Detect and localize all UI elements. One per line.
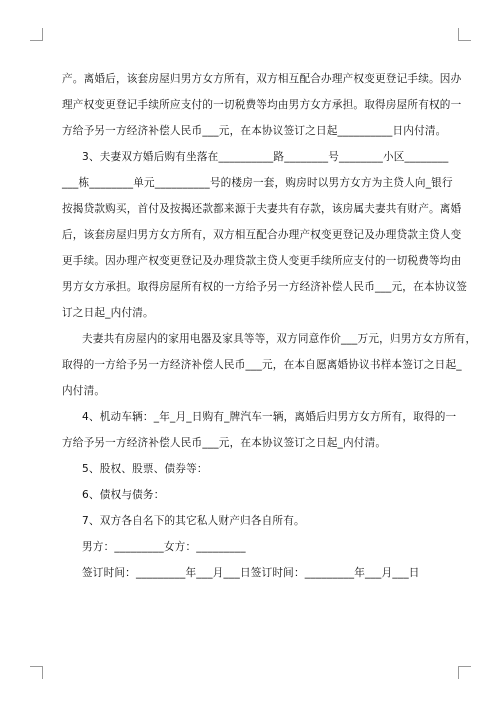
clause-4-line: 4、机动车辆：_年_月_日购有_牌汽车一辆，离婚后归男方女方所有，取得的一	[82, 411, 457, 423]
body-line: 产。离婚后，该套房屋归男方女方所有，双方相互配合办理产权变更登记手续。因办	[62, 73, 462, 85]
body-line: 按揭贷款购买，首付及按揭还款都来源于夫妻共有存款，该房属夫妻共有财产。离婚	[62, 203, 462, 215]
clause-5-line: 5、股权、股票、债券等：	[82, 463, 208, 475]
body-line: 内付清。	[62, 385, 106, 397]
body-line: 订之日起_内付清。	[62, 307, 154, 319]
clause-7-line: 7、双方各自名下的其它私人财产归各自所有。	[82, 515, 305, 527]
document-body	[62, 66, 477, 586]
signature-parties-line: 男方：_________女方：_________	[82, 541, 246, 553]
crop-mark-bottom-left	[30, 666, 43, 679]
body-line: 理产权变更登记手续所应支付的一切税费等均由男方女方承担。取得房屋所有权的一	[62, 99, 462, 111]
furniture-paragraph-line: 夫妻共有房屋内的家用电器及家具等等，双方同意作价___万元，归男方女方所有，	[82, 333, 477, 345]
body-line: ___栋________单元__________号的楼房一套，购房时以男方女方为主贷人向_银行	[62, 177, 453, 189]
crop-mark-bottom-right	[458, 666, 471, 679]
body-line: 更手续。因办理产权变更登记及办理贷款主贷人变更手续所应支付的一切税费等均由	[62, 255, 462, 267]
crop-mark-top-right	[458, 28, 471, 41]
crop-mark-top-left	[30, 28, 43, 41]
clause-6-line: 6、债权与债务：	[82, 489, 165, 501]
body-line: 方给予另一方经济补偿人民币___元，在本协议签订之日起__________日内付清。	[62, 125, 447, 137]
body-line: 取得的一方给予另一方经济补偿人民币___元，在本自愿离婚协议书样本签订之日起_	[62, 359, 462, 371]
body-line: 后，该套房屋归男方女方所有，双方相互配合办理产权变更登记及办理贷款主贷人变	[62, 229, 462, 241]
signing-date-line: 签订时间：_________年___月___日签订时间：_________年___月___日	[82, 567, 420, 579]
clause-3-line: 3、夫妻双方婚后购有坐落在__________路________号________小区________	[82, 151, 449, 163]
body-line: 方给予另一方经济补偿人民币___元，在本协议签订之日起_内付清。	[62, 437, 387, 449]
body-line: 男方女方承担。取得房屋所有权的一方给予另一方经济补偿人民币___元，在本协议签	[62, 281, 468, 293]
